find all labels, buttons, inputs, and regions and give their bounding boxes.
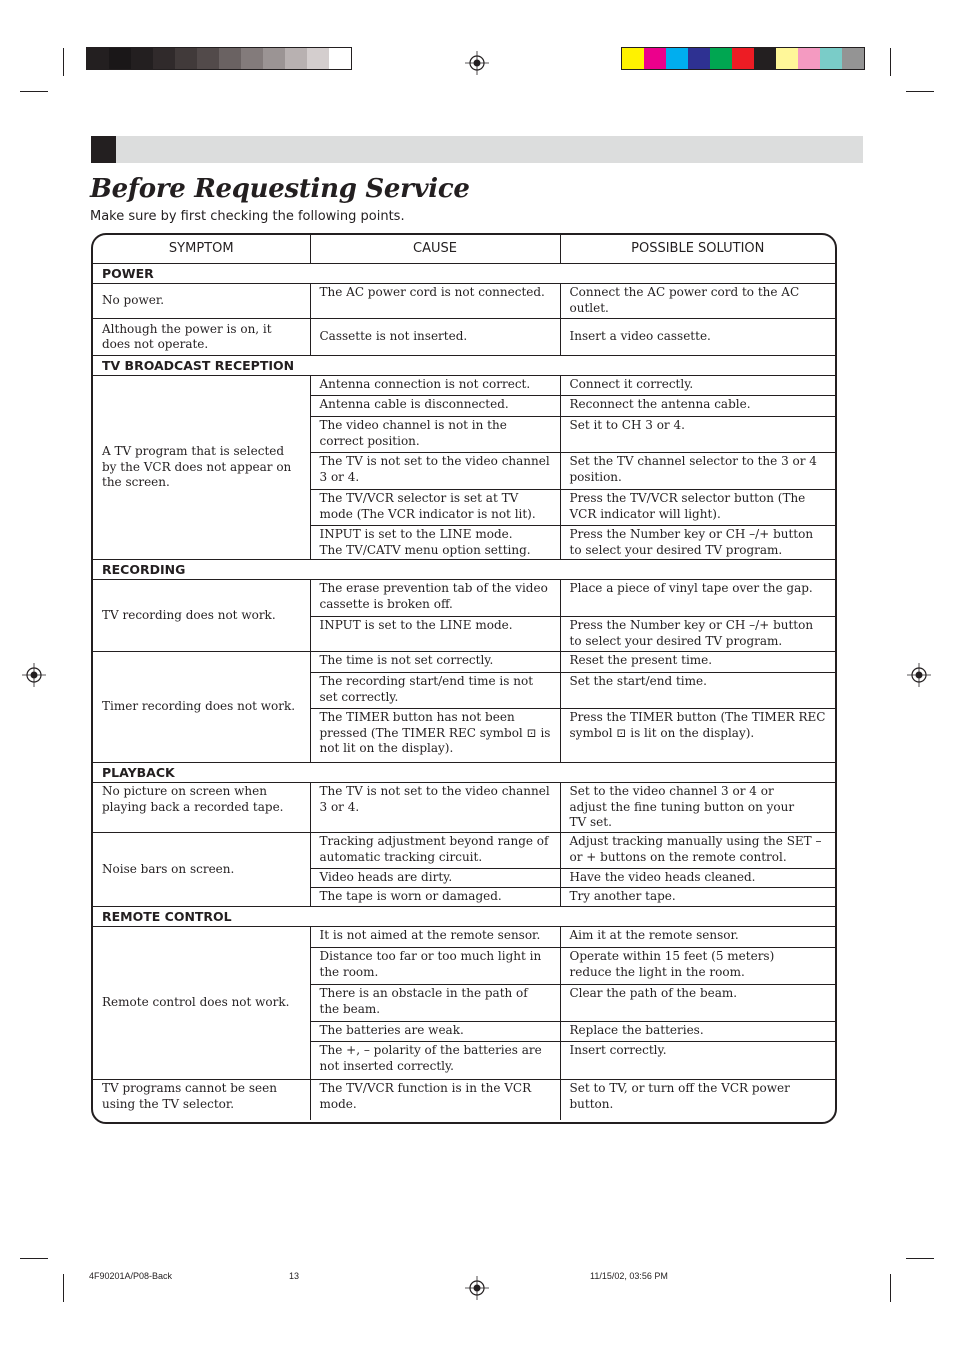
section-header-band: [91, 136, 863, 163]
crop-mark: [890, 1274, 891, 1302]
section-header-block: [91, 136, 116, 163]
color-swatch: [285, 48, 307, 69]
cause-cell: Distance too far or too much light in the room.: [310, 948, 560, 985]
cause-cell: The TV is not set to the video channel 3 or 4.: [310, 783, 560, 833]
solution-cell: Set the start/end time.: [560, 673, 835, 709]
solution-cell: Press the TIMER button (The TIMER REC symbol ⊡ is lit on the display).: [560, 709, 835, 763]
solution-cell: Press the Number key or CH –/+ button to select your desired TV program.: [560, 617, 835, 652]
solution-cell: Set it to CH 3 or 4.: [560, 417, 835, 453]
solution-cell: Reconnect the antenna cable.: [560, 396, 835, 417]
symptom-cell: Timer recording does not work.: [93, 652, 310, 763]
cause-cell: INPUT is set to the LINE mode. The TV/CATV menu option setting.: [310, 526, 560, 560]
table-row: [93, 284, 835, 319]
color-swatch: [776, 48, 798, 69]
color-swatch: [307, 48, 329, 69]
section-row: [93, 560, 835, 580]
crop-mark: [20, 1258, 48, 1259]
color-swatch: [197, 48, 219, 69]
footer-page-number: 13: [289, 1271, 300, 1281]
cause-cell: The TIMER button has not been pressed (The TIMER REC symbol ⊡ is not lit on the display).: [310, 709, 560, 763]
color-swatch: [666, 48, 688, 69]
color-swatch: [710, 48, 732, 69]
cause-cell: Antenna cable is disconnected.: [310, 396, 560, 417]
registration-mark-icon: [465, 1276, 489, 1300]
solution-cell: Connect it correctly.: [560, 376, 835, 396]
table-row: [93, 927, 835, 948]
footer-file: 4F90201A/P08-Back: [89, 1271, 173, 1281]
color-swatch: [219, 48, 241, 69]
symptom-cell: TV recording does not work.: [93, 580, 310, 652]
color-swatch: [131, 48, 153, 69]
cause-cell: The AC power cord is not connected.: [310, 284, 560, 319]
process-color-bar: [621, 47, 865, 70]
color-swatch: [644, 48, 666, 69]
color-swatch: [241, 48, 263, 69]
symptom-cell: No power.: [93, 284, 310, 319]
registration-mark-icon: [465, 51, 489, 75]
table-row: [93, 580, 835, 617]
solution-cell: Set to TV, or turn off the VCR power button.: [560, 1080, 835, 1120]
table-row: [93, 783, 835, 833]
cause-cell: Tracking adjustment beyond range of automatic tracking circuit.: [310, 833, 560, 869]
color-swatch: [688, 48, 710, 69]
cause-cell: The erase prevention tab of the video cassette is broken off.: [310, 580, 560, 617]
color-swatch: [109, 48, 131, 69]
registration-mark-icon: [907, 663, 931, 687]
cause-cell: There is an obstacle in the path of the beam.: [310, 985, 560, 1022]
crop-mark: [63, 1274, 64, 1302]
cause-cell: The video channel is not in the correct position.: [310, 417, 560, 453]
color-swatch: [842, 48, 864, 69]
symptom-column-header: SYMPTOM: [93, 235, 310, 264]
color-swatch: [175, 48, 197, 69]
section-title: PLAYBACK: [93, 763, 835, 783]
troubleshooting-table: [93, 235, 835, 1120]
solution-cell: Adjust tracking manually using the SET – or + buttons on the remote control.: [560, 833, 835, 869]
troubleshooting-table-frame: [91, 233, 837, 1124]
solution-cell: Aim it at the remote sensor.: [560, 927, 835, 948]
cause-column-header: CAUSE: [310, 235, 560, 264]
section-row: [93, 356, 835, 376]
section-title: RECORDING: [93, 560, 835, 580]
section-row: [93, 907, 835, 927]
color-swatch: [153, 48, 175, 69]
color-swatch: [820, 48, 842, 69]
solution-cell: Insert correctly.: [560, 1042, 835, 1080]
solution-cell: Connect the AC power cord to the AC outlet.: [560, 284, 835, 319]
table-row: [93, 833, 835, 869]
solution-cell: Press the TV/VCR selector button (The VCR indicator will light).: [560, 490, 835, 526]
table-row: [93, 376, 835, 396]
symptom-cell: A TV program that is selected by the VCR does not appear on the screen.: [93, 376, 310, 560]
solution-cell: Set to the video channel 3 or 4 or adjust the fine tuning button on your TV set.: [560, 783, 835, 833]
color-swatch: [329, 48, 351, 69]
crop-mark: [63, 48, 64, 76]
table-row: [93, 652, 835, 673]
color-swatch: [732, 48, 754, 69]
solution-cell: Reset the present time.: [560, 652, 835, 673]
solution-cell: Have the video heads cleaned.: [560, 869, 835, 888]
color-swatch: [754, 48, 776, 69]
crop-mark: [906, 1258, 934, 1259]
section-row: [93, 264, 835, 284]
solution-cell: Operate within 15 feet (5 meters) reduce the light in the room.: [560, 948, 835, 985]
registration-mark-icon: [22, 663, 46, 687]
section-title: REMOTE CONTROL: [93, 907, 835, 927]
symptom-cell: No picture on screen when playing back a recorded tape.: [93, 783, 310, 833]
cause-cell: The TV is not set to the video channel 3 or 4.: [310, 453, 560, 490]
cause-cell: The batteries are weak.: [310, 1022, 560, 1042]
symptom-cell: Remote control does not work.: [93, 927, 310, 1080]
cause-cell: INPUT is set to the LINE mode.: [310, 617, 560, 652]
solution-cell: Insert a video cassette.: [560, 319, 835, 356]
section-title: POWER: [93, 264, 835, 284]
cause-cell: The TV/VCR function is in the VCR mode.: [310, 1080, 560, 1120]
solution-column-header: POSSIBLE SOLUTION: [560, 235, 835, 264]
section-row: [93, 763, 835, 783]
symptom-cell: TV programs cannot be seen using the TV selector.: [93, 1080, 310, 1120]
color-swatch: [622, 48, 644, 69]
crop-mark: [906, 91, 934, 92]
cause-cell: The +, – polarity of the batteries are not inserted correctly.: [310, 1042, 560, 1080]
footer-date: 11/15/02, 03:56 PM: [590, 1271, 668, 1281]
solution-cell: Press the Number key or CH –/+ button to select your desired TV program.: [560, 526, 835, 560]
color-swatch: [263, 48, 285, 69]
page-subtitle: Make sure by first checking the following points.: [90, 209, 405, 224]
cause-cell: The time is not set correctly.: [310, 652, 560, 673]
table-row: [93, 319, 835, 356]
cause-cell: Video heads are dirty.: [310, 869, 560, 888]
crop-mark: [20, 91, 48, 92]
cause-cell: The TV/VCR selector is set at TV mode (The VCR indicator is not lit).: [310, 490, 560, 526]
solution-cell: Clear the path of the beam.: [560, 985, 835, 1022]
cause-cell: Antenna connection is not correct.: [310, 376, 560, 396]
page-title: Before Requesting Service: [90, 174, 470, 204]
cause-cell: The tape is worn or damaged.: [310, 888, 560, 907]
solution-cell: Try another tape.: [560, 888, 835, 907]
crop-mark: [890, 48, 891, 76]
cause-cell: Cassette is not inserted.: [310, 319, 560, 356]
solution-cell: Place a piece of vinyl tape over the gap.: [560, 580, 835, 617]
solution-cell: Replace the batteries.: [560, 1022, 835, 1042]
color-swatch: [87, 48, 109, 69]
cause-cell: The recording start/end time is not set correctly.: [310, 673, 560, 709]
grayscale-color-bar: [86, 47, 352, 70]
table-header-row: [93, 235, 835, 264]
table-row: [93, 1080, 835, 1120]
symptom-cell: Although the power is on, it does not operate.: [93, 319, 310, 356]
cause-cell: It is not aimed at the remote sensor.: [310, 927, 560, 948]
section-title: TV BROADCAST RECEPTION: [93, 356, 835, 376]
color-swatch: [798, 48, 820, 69]
symptom-cell: Noise bars on screen.: [93, 833, 310, 907]
solution-cell: Set the TV channel selector to the 3 or 4 position.: [560, 453, 835, 490]
